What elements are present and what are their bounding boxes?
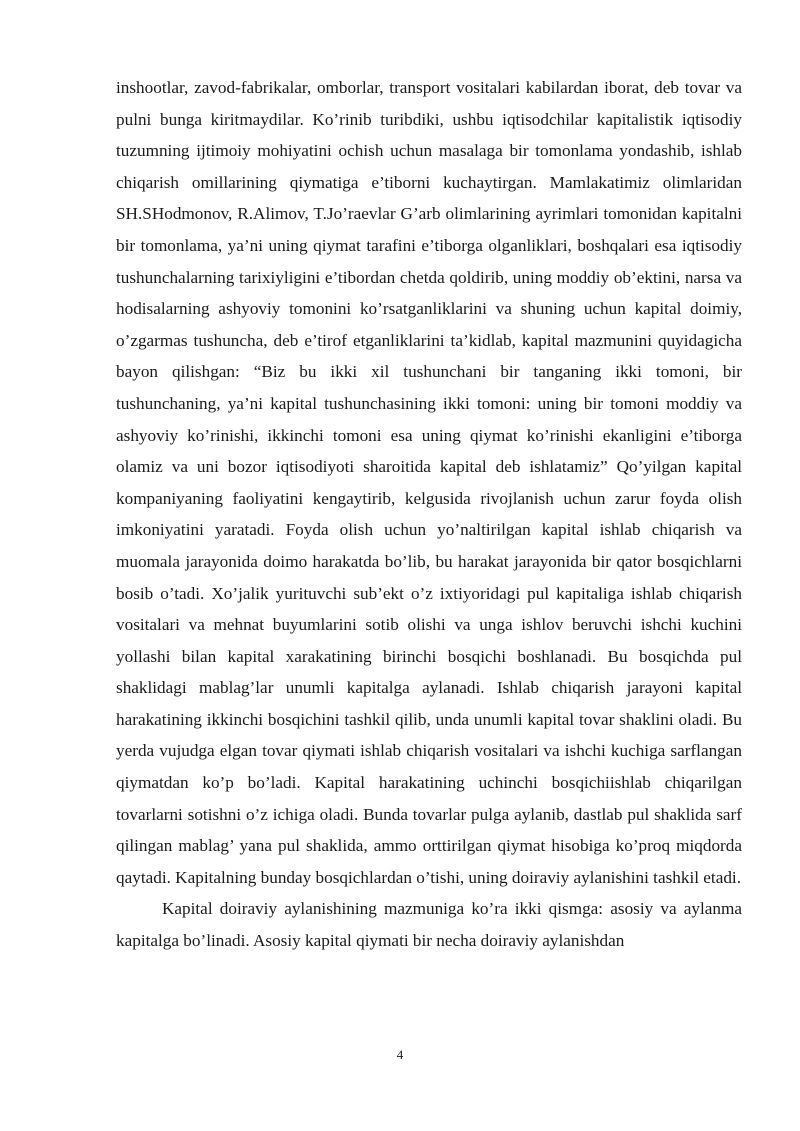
paragraph: Kapital doiraviy aylanishining mazmuniga ko’ra ikki qismga: asosiy va aylanma kapitalga bo’linadi. Asosiy kapital qiymati bir necha doiraviy aylanishdan — [116, 899, 742, 951]
paragraph: inshootlar, zavod-fabrikalar, omborlar, transport vositalari kabilardan iborat, deb tovar va pulni bunga kiritmaydilar. Ko’rinib turibdiki, ushbu iqtisodchilar kapitalistik iqtisodiy tuzumning ijtimoiy mohiyatini ochish uchun masalaga bir tomonlama yondashib, ishlab chiqarish omillarining qiymatiga e’tiborni kuchaytirgan. Mamlakatimiz olimlaridan SH.SHodmonov, R.Alimov, T.Jo’raevlar G’arb olimlarining ayrimlari tomonidan kapitalni bir tomonlama, ya’ni uning qiymat tarafini e’tiborga olganliklari, boshqalari esa iqtisodiy tushunchalarning tarixiyligini e’tibordan chetda qoldirib, uning moddiy ob’ektini, narsa va hodisalarning ashyoviy tomonini ko’rsatganliklarini va shuning uchun kapital doimiy, o’zgarmas tushuncha, deb e’tirof etganliklarini ta’kidlab, kapital mazmunini quyidagicha bayon qilishgan: “Biz bu ikki xil tushunchani bir tanganing ikki tomoni, bir tushunchaning, ya’ni kapital tushunchasining ikki tomoni: uning bir tomoni moddiy va ashyoviy ko’rinishi, ikkinchi tomoni esa uning qiymat ko’rinishi ekanligini e’tiborga olamiz va uni bozor iqtisodiyoti sharoitida kapital deb ishlatamiz” Qo’yilgan kapital kompaniyaning faoliyatini kengaytirib, kelgusida rivojlanish uchun zarur foyda olish imkoniyatini yaratadi. Foyda olish uchun yo’naltirilgan kapital ishlab chiqarish va muomala jarayonida doimo harakatda bo’lib, bu harakat jarayonida bir qator bosqichlarni bosib o’tadi. Xo’jalik yurituvchi sub’ekt o’z ixtiyoridagi pul kapitaliga ishlab chiqarish vositalari va mehnat buyumlarini sotib olishi va unga ishlov beruvchi ishchi kuchini yollashi bilan kapital xarakatining birinchi bosqichi boshlanadi. Bu bosqichda pul shaklidagi mablag’lar unumli kapitalga aylanadi. Ishlab chiqarish jarayoni kapital harakatining ikkinchi bosqichini tashkil qilib, unda unumli kapital tovar shaklini oladi. Bu yerda vujudga elgan tovar qiymati ishlab chiqarish vositalari va ishchi kuchiga sarflangan qiymatdan ko’p bo’ladi. Kapital harakatining uchinchi bosqichiishlab chiqarilgan tovarlarni sotishni o’z ichiga oladi. Bunda tovarlar pulga aylanib, dastlab pul shaklida sarf qilingan mablag’ yana pul shaklida, ammo orttirilgan qiymat hisobiga ko’proq miqdorda qaytadi. Kapitalning bunday bosqichlardan o’tishi, uning doiraviy aylanishini tashkil etadi. — [116, 78, 742, 887]
page-number: 4 — [396, 1047, 404, 1062]
body-text — [116, 72, 742, 957]
